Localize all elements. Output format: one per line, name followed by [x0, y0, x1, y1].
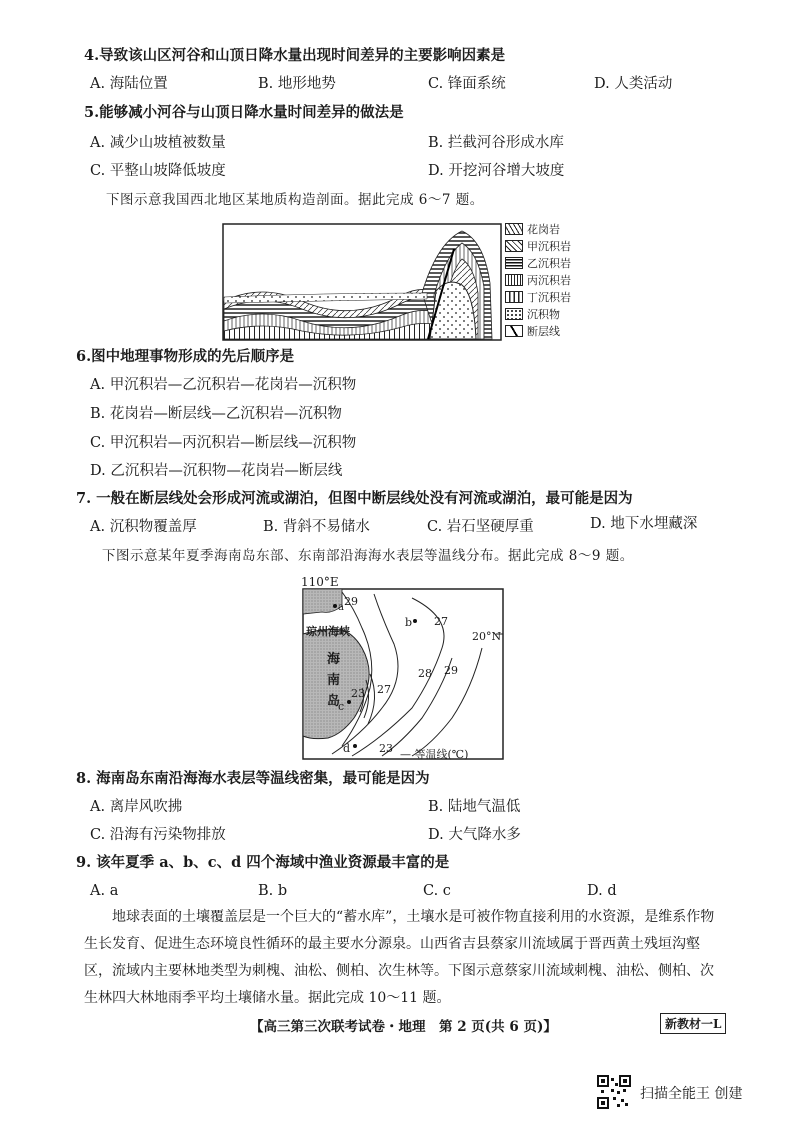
legend-fault-label: 断层线 [527, 325, 560, 338]
q5-option-c: C. 平整山坡降低坡度 [90, 163, 226, 179]
legend-fault [505, 323, 560, 339]
island-label-2: 南 [327, 673, 341, 688]
q8-stem: 8. 海南岛东南沿海海水表层等温线密集，最可能是因为 [76, 770, 430, 787]
q4-option-d: D. 人类活动 [594, 76, 673, 92]
point-a-label: a [338, 602, 344, 613]
q4-stem: 4.导致该山区河谷和山顶日降水量出现时间差异的主要影响因素是 [84, 47, 506, 64]
q7-option-c: C. 岩石坚硬厚重 [427, 519, 534, 535]
island-label-1: 海 [327, 652, 341, 667]
point-d-label: d [343, 742, 351, 755]
q5-stem: 5.能够减小河谷与山顶日降水量时间差异的做法是 [84, 104, 404, 121]
q4-option-a: A. 海陆位置 [90, 76, 168, 92]
q4-option-c: C. 锋面系统 [428, 76, 506, 92]
point-c-label: c [338, 700, 345, 713]
isotherm-label-1: 29 [344, 595, 358, 608]
edition-badge: 新教材一L [660, 1013, 726, 1034]
legend-yi [505, 255, 571, 271]
intro-6-7: 下图示意我国西北地区某地质构造剖面。据此完成 6～7 题。 [106, 192, 484, 208]
isotherm-label-5: 27 [377, 683, 391, 696]
strait-label: 琼州海峡 [306, 625, 350, 638]
legend-bing-label: 丙沉积岩 [527, 274, 571, 287]
legend-jia [505, 238, 571, 254]
map-legend-label: — 等温线(℃) [400, 748, 469, 761]
map-longitude-label: 110°E [301, 575, 339, 589]
page-footer: 【高三第三次联考试卷・地理 第 2 页(共 6 页)】 [250, 1019, 557, 1035]
legend-yi-label: 乙沉积岩 [527, 257, 571, 270]
isotherm-label-7: 23 [379, 742, 393, 755]
q9-option-d: D. d [587, 883, 617, 899]
q9-option-a: A. a [90, 883, 119, 899]
scanner-watermark: 扫描全能王 创建 [640, 1086, 743, 1102]
legend-granite-label: 花岗岩 [527, 223, 560, 236]
isotherm-label-2: 27 [434, 615, 448, 628]
q7-option-d: D. 地下水埋藏深 [590, 516, 698, 532]
legend-bing [505, 272, 571, 288]
q6-stem: 6.图中地理事物形成的先后顺序是 [76, 348, 295, 365]
legend-jia-label: 甲沉积岩 [527, 240, 571, 253]
bing-swatch-icon [505, 274, 523, 286]
q6-option-c: C. 甲沉积岩—丙沉积岩—断层线—沉积物 [90, 435, 357, 451]
q6-option-b: B. 花岗岩—断层线—乙沉积岩—沉积物 [90, 406, 342, 422]
legend-granite [505, 221, 560, 237]
geology-cross-section [222, 223, 502, 341]
q8-option-b: B. 陆地气温低 [428, 799, 521, 815]
q7-option-a: A. 沉积物覆盖厚 [90, 519, 197, 535]
sediment-swatch-icon [505, 308, 523, 320]
q4-option-b: B. 地形地势 [258, 76, 336, 92]
q8-option-d: D. 大气降水多 [428, 827, 521, 843]
q5-option-b: B. 拦截河谷形成水库 [428, 135, 564, 151]
intro-8-9: 下图示意某年夏季海南岛东部、东南部沿海海水表层等温线分布。据此完成 8～9 题。 [102, 548, 634, 564]
latitude-label: 20°N [472, 630, 502, 643]
legend-sediment [505, 306, 560, 322]
isotherm-label-3: 28 [418, 667, 432, 680]
q5-option-a: A. 减少山坡植被数量 [90, 135, 226, 151]
q9-stem: 9. 该年夏季 a、b、c、d 四个海域中渔业资源最丰富的是 [76, 854, 450, 871]
isotherm-label-4: 29 [444, 664, 458, 677]
qr-code-icon [597, 1075, 631, 1109]
q7-stem: 7. 一般在断层线处会形成河流或湖泊，但图中断层线处没有河流或湖泊，最可能是因为 [76, 490, 633, 507]
fault-swatch-icon [505, 325, 523, 337]
q7-option-b: B. 背斜不易储水 [263, 519, 370, 535]
island-label-3: 岛 [327, 694, 341, 709]
point-b-label: b [405, 616, 413, 629]
q8-option-c: C. 沿海有污染物排放 [90, 827, 226, 843]
geology-legend [505, 221, 595, 345]
q9-option-b: B. b [258, 883, 288, 899]
q5-option-d: D. 开挖河谷增大坡度 [428, 163, 565, 179]
q6-option-a: A. 甲沉积岩—乙沉积岩—花岗岩—沉积物 [90, 377, 357, 393]
map-legend-text: 等温线(℃) [414, 748, 469, 761]
legend-sediment-label: 沉积物 [527, 308, 560, 321]
legend-ding [505, 289, 571, 305]
granite-swatch-icon [505, 223, 523, 235]
isotherm-label-6: 23 [351, 687, 365, 700]
q6-option-d: D. 乙沉积岩—沉积物—花岗岩—断层线 [90, 463, 343, 479]
q8-option-a: A. 离岸风吹拂 [90, 799, 183, 815]
q9-option-c: C. c [423, 883, 451, 899]
yi-swatch-icon [505, 257, 523, 269]
legend-ding-label: 丁沉积岩 [527, 291, 571, 304]
passage-10-11: 地球表面的土壤覆盖层是一个巨大的“蓄水库”，土壤水是可被作物直接利用的水资源，是维系作物生长发育、促进生态环境良性循环的最主要水分源泉。山西省吉县蔡家川流域属于晋西黄土残垣沟壑区，流域内主要林地类型为刺槐、油松、侧柏、次生林等。下图示意蔡家川流域刺槐、油松、侧柏、次生林四大林地雨季平均土壤储水量。据此完成 10～11 题。 [84, 909, 715, 1006]
jia-swatch-icon [505, 240, 523, 252]
ding-swatch-icon [505, 291, 523, 303]
